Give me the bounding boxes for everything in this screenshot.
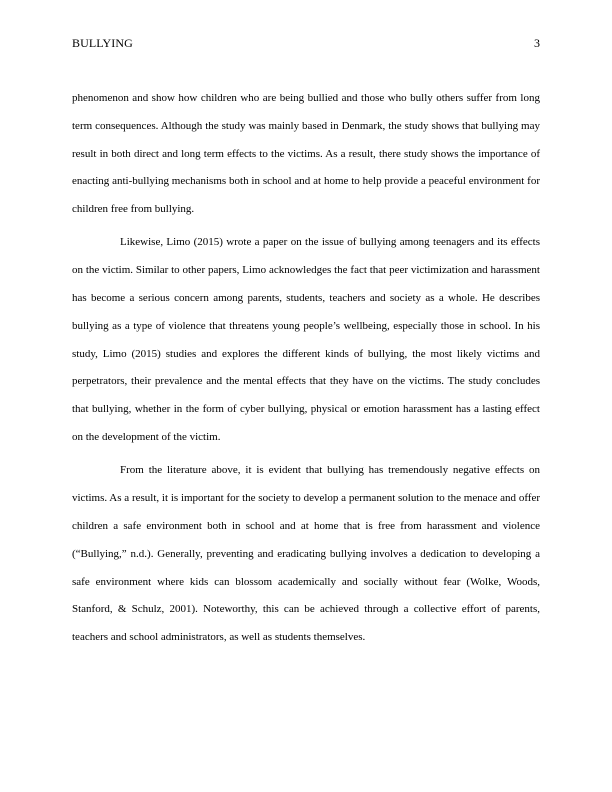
body-text — [72, 85, 540, 652]
running-head-title: BULLYING — [72, 36, 133, 50]
running-head — [72, 36, 540, 52]
paragraph-literature-summary: From the literature above, it is evident that bullying has tremendously negative effects on victims. As a result, it is important for the society to develop a permanent solution to the menace and offer children a safe environment both in school and at home that is free from harassment and violence (“Bullying,” n.d.). Generally, preventing and eradicating bullying involves a dedication to developing a safe environment where kids can blossom academically and socially without fear (Wolke, Woods, Stanford, & Schulz, 2001). Noteworthy, this can be achieved through a collective effort of parents, teachers and school administrators, as well as students themselves. — [72, 464, 540, 644]
paragraph-limo-study: Likewise, Limo (2015) wrote a paper on the issue of bullying among teenagers and its effects on the victim. Similar to other papers, Limo acknowledges the fact that peer victimization and harassment has become a serious concern among parents, students, teachers and society as a whole. He describes bullying as a type of violence that threatens young people’s wellbeing, especially those in school. In his study, Limo (2015) studies and explores the different kinds of bullying, the most likely victims and perpetrators, their prevalence and the mental effects that they have on the victims. The study concludes that bullying, whether in the form of cyber bullying, physical or emotion harassment has a lasting effect on the development of the victim. — [72, 236, 540, 444]
page-number: 3 — [534, 36, 540, 50]
paragraph-continuation: phenomenon and show how children who are being bullied and those who bully others suffer from long term consequences. Although the study was mainly based in Denmark, the study shows that bullying may result in both direct and long term effects to the victims. As a result, there study shows the importance of enacting anti-bullying mechanisms both in school and at home to help provide a peaceful environment for children free from bullying. — [72, 92, 540, 216]
